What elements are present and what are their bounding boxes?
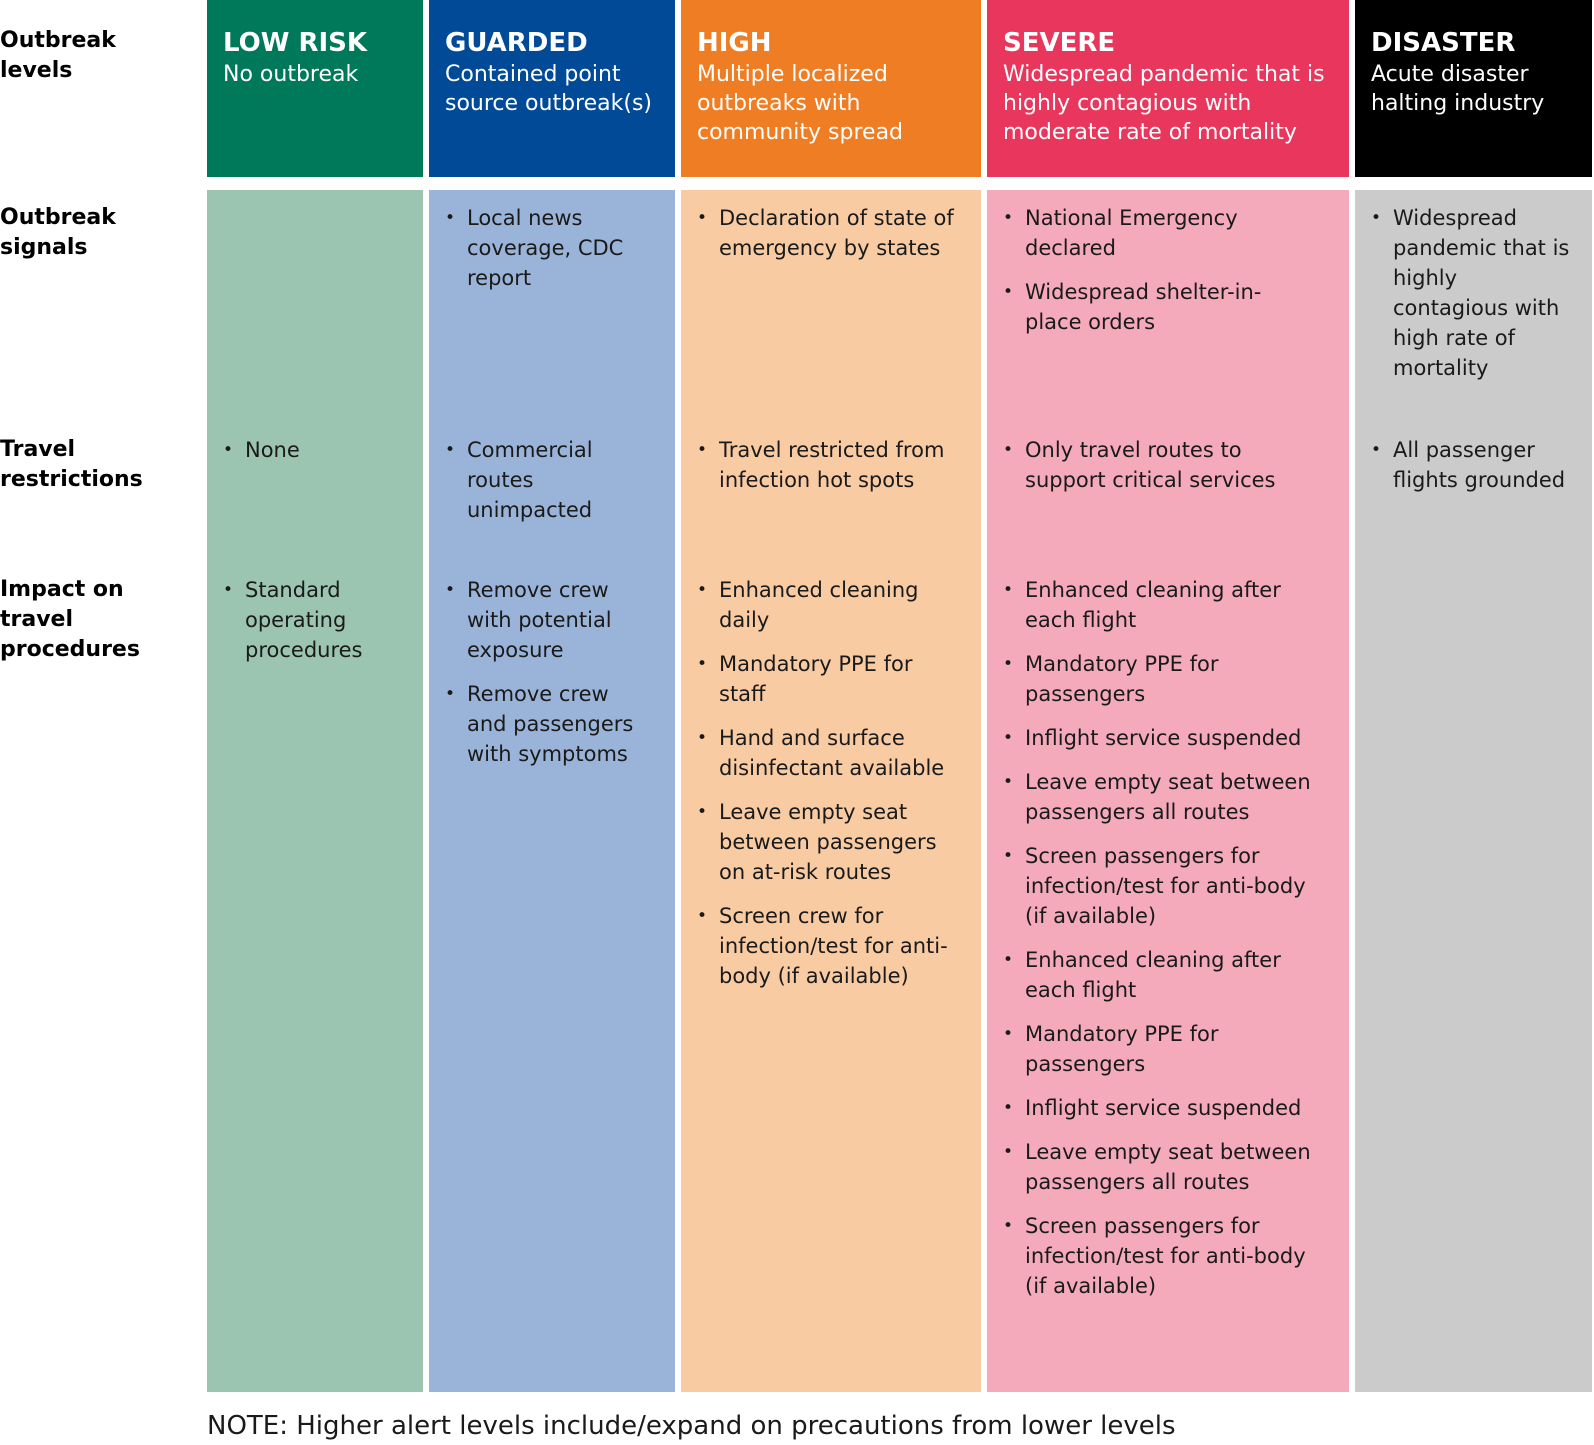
bullet-icon: • [1003, 1216, 1014, 1236]
header-title: DISASTER [1371, 28, 1516, 58]
bullet-item [223, 435, 413, 465]
bullet-text: Leave empty seat between passengers all routes [1025, 770, 1311, 824]
row-label-outbreak-levels: Outbreak levels [0, 28, 116, 83]
bullet-text: Inflight service suspended [1025, 726, 1302, 750]
body-low-risk [207, 190, 423, 1392]
header-subtitle: No outbreak [223, 62, 359, 87]
bullet-icon: • [697, 802, 708, 822]
bullet-icon: • [1003, 1098, 1014, 1118]
impact-list-high [697, 575, 971, 1392]
header-title: HIGH [697, 28, 772, 58]
bullet-item [1003, 841, 1339, 931]
bullet-icon: • [1003, 654, 1014, 674]
signals-list-severe [1003, 190, 1339, 435]
impact-list-low-risk [223, 575, 413, 1392]
bullet-text: None [245, 438, 300, 462]
travel-list-severe [1003, 435, 1339, 575]
bullet-text: Mandatory PPE for passengers [1025, 652, 1219, 706]
bullet-item [1371, 435, 1582, 495]
bullet-text: Enhanced cleaning after each flight [1025, 948, 1281, 1002]
body-severe [987, 190, 1349, 1392]
row-label-travel-restrictions: Travel restrictions [0, 437, 143, 492]
bullet-icon: • [1003, 440, 1014, 460]
bullet-text: Leave empty seat between passengers on at-risk routes [719, 800, 937, 884]
bullet-item [1003, 1137, 1339, 1197]
bullet-text: Remove crew with potential exposure [467, 578, 612, 662]
header-title: GUARDED [445, 28, 588, 58]
bullet-item [1003, 277, 1339, 337]
body-disaster [1355, 190, 1592, 1392]
bullet-icon: • [445, 440, 456, 460]
bullet-item [697, 723, 971, 783]
bullet-item [223, 575, 413, 665]
bullet-text: Enhanced cleaning after each flight [1025, 578, 1281, 632]
header-disaster [1355, 0, 1592, 177]
bullet-item [445, 575, 665, 665]
bullet-icon: • [1003, 1142, 1014, 1162]
bullet-item [697, 575, 971, 635]
bullet-icon: • [697, 440, 708, 460]
bullet-icon: • [1003, 728, 1014, 748]
bullet-text: All passenger flights grounded [1393, 438, 1566, 492]
row-label-cell-body [0, 190, 201, 1392]
bullet-item [697, 797, 971, 887]
bullet-icon: • [223, 440, 234, 460]
header-subtitle: Widespread pandemic that is highly contagious with moderate rate of mortality [1003, 62, 1325, 145]
bullet-icon: • [445, 208, 456, 228]
bullet-text: Only travel routes to support critical services [1025, 438, 1276, 492]
bullet-item [1003, 945, 1339, 1005]
bullet-text: Screen crew for infection/test for anti-body (if available) [719, 904, 948, 988]
bullet-text: Leave empty seat between passengers all routes [1025, 1140, 1311, 1194]
travel-list-high [697, 435, 971, 575]
signals-list-disaster [1371, 190, 1582, 435]
impact-list-guarded [445, 575, 665, 1392]
bullet-item [1003, 203, 1339, 263]
header-low-risk [207, 0, 423, 177]
header-title: SEVERE [1003, 28, 1116, 58]
bullet-icon: • [1371, 440, 1382, 460]
body-guarded [429, 190, 675, 1392]
bullet-text: Local news coverage, CDC report [467, 206, 624, 290]
bullet-item [697, 901, 971, 991]
bullet-item [445, 679, 665, 769]
row-label-outbreak-signals: Outbreak signals [0, 205, 116, 260]
bullet-icon: • [697, 654, 708, 674]
bullet-item [697, 649, 971, 709]
impact-list-disaster [1371, 575, 1582, 1392]
bullet-text: Standard operating procedures [245, 578, 363, 662]
bullet-item [1003, 1019, 1339, 1079]
header-subtitle: Multiple localized outbreaks with community spread [697, 62, 904, 145]
bullet-icon: • [1003, 846, 1014, 866]
bullet-item [1003, 575, 1339, 635]
bullet-text: Enhanced cleaning daily [719, 578, 919, 632]
row-label-impact-procedures: Impact on travel procedures [0, 577, 140, 662]
bullet-text: Widespread pandemic that is highly contagious with high rate of mortality [1393, 206, 1570, 380]
bullet-icon: • [445, 684, 456, 704]
bullet-item [1003, 1093, 1339, 1123]
bullet-text: Remove crew and passengers with symptoms [467, 682, 634, 766]
bullet-text: Declaration of state of emergency by states [719, 206, 954, 260]
travel-list-low-risk [223, 435, 413, 575]
impact-list-severe [1003, 575, 1339, 1392]
row-label-cell-levels [0, 0, 201, 177]
bullet-text: Screen passengers for infection/test for anti-body (if available) [1025, 1214, 1306, 1298]
header-subtitle: Acute disaster halting industry [1371, 62, 1545, 116]
travel-list-disaster [1371, 435, 1582, 575]
bullet-text: Hand and surface disinfectant available [719, 726, 945, 780]
bullet-icon: • [697, 906, 708, 926]
bullet-item [1003, 723, 1339, 753]
bullet-item [1003, 1211, 1339, 1301]
header-title: LOW RISK [223, 28, 368, 58]
bullet-icon: • [1003, 282, 1014, 302]
header-subtitle: Contained point source outbreak(s) [445, 62, 652, 116]
bullet-item [1371, 203, 1582, 383]
signals-list-high [697, 190, 971, 435]
travel-list-guarded [445, 435, 665, 575]
header-guarded [429, 0, 675, 177]
bullet-text: Inflight service suspended [1025, 1096, 1302, 1120]
bullet-text: Travel restricted from infection hot spots [719, 438, 945, 492]
bullet-icon: • [1371, 208, 1382, 228]
bullet-text: Screen passengers for infection/test for anti-body (if available) [1025, 844, 1306, 928]
bullet-text: Widespread shelter-in-place orders [1025, 280, 1262, 334]
bullet-item [1003, 649, 1339, 709]
bullet-icon: • [1003, 772, 1014, 792]
bullet-text: Mandatory PPE for staff [719, 652, 913, 706]
bullet-item [445, 435, 665, 525]
bullet-item [445, 203, 665, 293]
bullet-text: Commercial routes unimpacted [467, 438, 593, 522]
bullet-item [697, 435, 971, 495]
bullet-icon: • [1003, 208, 1014, 228]
bullet-icon: • [697, 208, 708, 228]
bullet-text: Mandatory PPE for passengers [1025, 1022, 1219, 1076]
bullet-text: National Emergency declared [1025, 206, 1238, 260]
header-severe [987, 0, 1349, 177]
bullet-icon: • [1003, 950, 1014, 970]
signals-list-low-risk [223, 190, 413, 435]
bullet-item [697, 203, 971, 263]
bullet-icon: • [445, 580, 456, 600]
bullet-icon: • [223, 580, 234, 600]
footer-note: NOTE: Higher alert levels include/expand on precautions from lower levels [207, 1411, 1176, 1441]
bullet-icon: • [1003, 1024, 1014, 1044]
bullet-item [1003, 435, 1339, 495]
bullet-icon: • [697, 728, 708, 748]
bullet-icon: • [697, 580, 708, 600]
header-high [681, 0, 981, 177]
signals-list-guarded [445, 190, 665, 435]
bullet-icon: • [1003, 580, 1014, 600]
bullet-item [1003, 767, 1339, 827]
body-high [681, 190, 981, 1392]
